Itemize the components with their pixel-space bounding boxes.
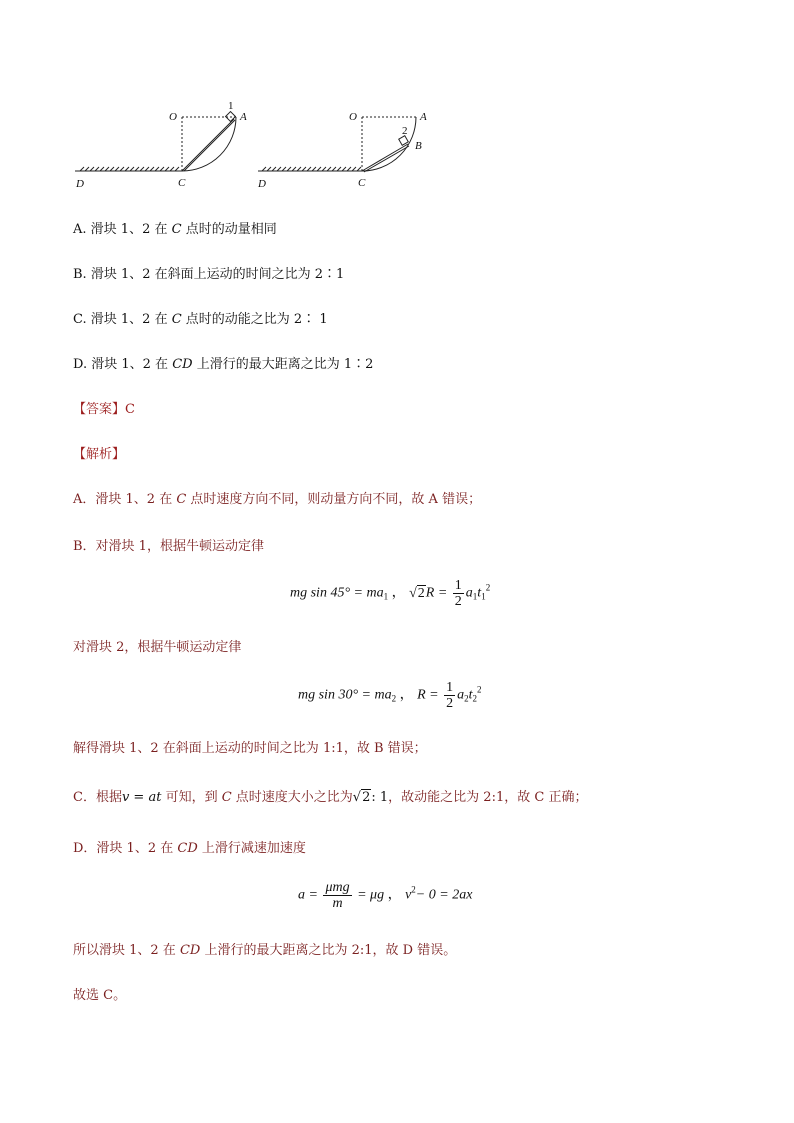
- eq-text: R =: [425, 585, 448, 601]
- eq-sub: 1: [481, 591, 486, 602]
- answer-line: [73, 400, 135, 420]
- sqrt-radicand: 2: [417, 585, 425, 601]
- text: 点时速度方向不同，则动量方向不同，故 A 错误；: [186, 492, 482, 507]
- eq-sub: 1: [472, 591, 478, 602]
- option-d: [73, 355, 373, 375]
- ground-hatch-left: [80, 167, 179, 171]
- option-var: C: [171, 222, 182, 237]
- eq-sep: ，: [399, 687, 414, 703]
- explanation-d1: [73, 839, 306, 859]
- option-b: [73, 265, 344, 285]
- answer-label: 【答案】: [73, 402, 126, 417]
- denominator: m: [332, 896, 343, 911]
- option-var: CD: [172, 357, 193, 372]
- label-O-right: O: [349, 111, 357, 123]
- eq-text: = μg: [357, 887, 385, 903]
- eq-text: t: [468, 687, 473, 703]
- block-2: [399, 136, 409, 146]
- answer-value: C: [125, 402, 135, 417]
- sqrt: √2: [352, 790, 371, 805]
- equation-3: [298, 880, 472, 911]
- numerator: 1: [446, 680, 454, 695]
- var: CD: [179, 943, 201, 958]
- eq-text: a: [457, 687, 465, 703]
- text: ，故动能之比为 2:1，故 C 正确；: [388, 790, 588, 805]
- label-D-right: D: [258, 178, 266, 190]
- eq-sub: 2: [472, 693, 477, 704]
- explanation-a: [73, 490, 481, 510]
- equation-2: [298, 680, 482, 711]
- text: 可知，到: [161, 790, 222, 805]
- sqrt-radicand: 2: [362, 790, 371, 805]
- formula: v = at: [121, 790, 162, 805]
- text: D．滑块 1、2 在: [73, 841, 178, 856]
- sqrt: √2: [409, 585, 425, 601]
- explanation-b1: B．对滑块 1，根据牛顿运动定律: [73, 539, 264, 554]
- text: 点时速度大小之比为: [231, 790, 353, 805]
- final-answer: 故选 C。: [73, 988, 127, 1003]
- text: 所以滑块 1、2 在: [73, 943, 180, 958]
- eq-text: a: [465, 585, 473, 601]
- option-letter: B.: [73, 267, 87, 282]
- label-C-right: C: [358, 177, 366, 189]
- eq-text: mg sin 30° = ma: [298, 687, 392, 703]
- explanation-d2: [73, 941, 456, 961]
- incline-30-inner: [364, 146, 409, 172]
- label-A-left: A: [240, 111, 247, 123]
- eq-sup: 2: [477, 684, 482, 695]
- label-D-left: D: [76, 178, 84, 190]
- var: CD: [177, 841, 198, 856]
- ratio: : 1: [371, 790, 389, 805]
- equation-1: [290, 578, 490, 609]
- text: 上滑行的最大距离之比为 2:1，故 D 错误。: [200, 943, 457, 958]
- fraction: [453, 578, 464, 609]
- var: C: [221, 790, 232, 805]
- option-var: C: [171, 312, 182, 327]
- label-O-left: O: [169, 111, 177, 123]
- option-text: 滑块 1、2 在: [90, 312, 172, 327]
- label-A-right: A: [420, 111, 427, 123]
- eq-sep: ，: [387, 887, 402, 903]
- analysis-label: 【解析】: [73, 447, 126, 462]
- text: C．根据: [73, 790, 122, 805]
- physics-figure: [70, 95, 450, 195]
- eq-text: R =: [417, 687, 439, 703]
- text: 上滑行减速加速度: [197, 841, 306, 856]
- option-text: 滑块 1、2 在: [91, 357, 173, 372]
- numerator: 1: [454, 578, 462, 593]
- eq-text: t: [477, 585, 482, 601]
- denominator: 2: [446, 696, 454, 711]
- label-block-1: 1: [228, 100, 234, 112]
- option-text: 滑块 1、2 在斜面上运动的时间之比为 2∶1: [90, 267, 345, 282]
- option-letter: A.: [73, 222, 87, 237]
- incline-45: [182, 119, 234, 171]
- eq-text: mg sin 45° = ma: [290, 585, 384, 601]
- label-B-right: B: [415, 140, 422, 152]
- eq-sup: 2: [485, 582, 491, 593]
- eq-sub: 2: [464, 693, 469, 704]
- option-text: 上滑行的最大距离之比为 1∶2: [192, 357, 374, 372]
- var: C: [176, 492, 187, 507]
- eq-sub: 2: [391, 693, 397, 704]
- fraction: [323, 880, 351, 911]
- option-text: 滑块 1、2 在: [90, 222, 172, 237]
- option-text: 点时的动量相同: [181, 222, 277, 237]
- eq-text: a =: [298, 887, 318, 903]
- eq-sep: ，: [391, 585, 406, 601]
- eq-text: v: [405, 887, 412, 903]
- option-letter: D.: [73, 357, 88, 372]
- explanation-c: [73, 788, 587, 808]
- eq-sub: 1: [383, 591, 389, 602]
- right-diagram: [258, 117, 416, 172]
- eq-text: − 0 = 2ax: [415, 887, 473, 903]
- explanation-b2: 对滑块 2，根据牛顿运动定律: [73, 640, 242, 655]
- numerator: μmg: [325, 880, 350, 895]
- ground-hatch-right: [262, 167, 361, 171]
- option-a: [73, 220, 277, 240]
- eq-sup: 2: [411, 884, 416, 895]
- option-text: 点时的动能之比为 2∶ 1: [181, 312, 328, 327]
- text: A．滑块 1、2 在: [73, 492, 177, 507]
- left-diagram: [75, 112, 236, 171]
- fraction: [444, 680, 455, 711]
- option-letter: C.: [73, 312, 87, 327]
- label-C-left: C: [178, 177, 186, 189]
- denominator: 2: [454, 594, 462, 609]
- option-c: [73, 310, 328, 330]
- label-block-2: 2: [402, 125, 408, 137]
- incline-30: [362, 144, 408, 171]
- explanation-b3: 解得滑块 1、2 在斜面上运动的时间之比为 1:1，故 B 错误；: [73, 741, 427, 756]
